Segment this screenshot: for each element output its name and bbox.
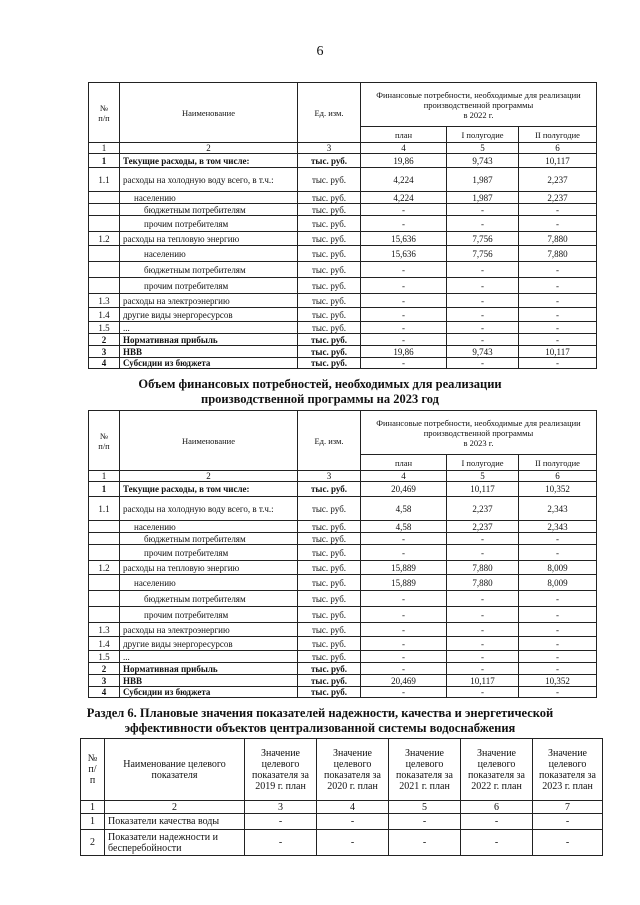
table-row xyxy=(89,545,597,561)
row-name: Субсидии из бюджета xyxy=(120,687,298,698)
row-2021: - xyxy=(389,814,461,830)
col-number: 7 xyxy=(533,801,603,814)
row-name: расходы на холодную воду всего, в т.ч.: xyxy=(120,497,298,521)
row-second-half: - xyxy=(519,637,597,651)
row-second-half: - xyxy=(519,533,597,545)
col-number: 2 xyxy=(120,143,298,154)
row-num: 1.4 xyxy=(89,637,120,651)
table-row xyxy=(89,154,597,168)
table-row xyxy=(89,322,597,334)
row-num xyxy=(89,521,120,533)
row-num xyxy=(89,204,120,216)
table-row xyxy=(89,294,597,308)
row-second-half: 10,117 xyxy=(519,154,597,168)
row-first-half: 2,237 xyxy=(447,521,519,533)
row-unit: тыс. руб. xyxy=(298,651,361,663)
row-second-half: 2,237 xyxy=(519,168,597,192)
row-unit: тыс. руб. xyxy=(298,216,361,232)
row-first-half: - xyxy=(447,591,519,607)
table-row xyxy=(89,575,597,591)
row-first-half: - xyxy=(447,294,519,308)
row-num xyxy=(89,246,120,262)
row-first-half: 9,743 xyxy=(447,154,519,168)
row-num: 1.2 xyxy=(89,232,120,246)
target-indicators-table xyxy=(80,738,603,856)
row-indicator-name: Показатели качества воды xyxy=(105,814,245,830)
row-first-half: - xyxy=(447,663,519,675)
col-number: 3 xyxy=(245,801,317,814)
row-num xyxy=(89,278,120,294)
row-second-half: - xyxy=(519,663,597,675)
row-num xyxy=(89,545,120,561)
table-row xyxy=(89,521,597,533)
row-unit: тыс. руб. xyxy=(298,294,361,308)
column-numbers-row xyxy=(89,143,597,154)
row-first-half: 7,880 xyxy=(447,575,519,591)
row-second-half: - xyxy=(519,322,597,334)
header-2021: Значение целевого показателя за 2021 г. план xyxy=(389,739,461,801)
row-num: 1.5 xyxy=(89,651,120,663)
row-plan: - xyxy=(361,623,447,637)
header-unit: Ед. изм. xyxy=(298,83,361,143)
row-2020: - xyxy=(317,830,389,856)
row-plan: - xyxy=(361,278,447,294)
row-name: ... xyxy=(120,651,298,663)
row-first-half: 7,880 xyxy=(447,561,519,575)
table-row xyxy=(81,814,603,830)
row-indicator-name: Показатели надежности и бесперебойности xyxy=(105,830,245,856)
row-num: 1.3 xyxy=(89,623,120,637)
row-name: расходы на электроэнергию xyxy=(120,623,298,637)
col-number: 3 xyxy=(298,143,361,154)
row-first-half: - xyxy=(447,262,519,278)
table-row xyxy=(89,497,597,521)
row-num: 3 xyxy=(89,675,120,687)
row-first-half: 7,756 xyxy=(447,232,519,246)
row-second-half: 7,880 xyxy=(519,246,597,262)
row-unit: тыс. руб. xyxy=(298,262,361,278)
row-unit: тыс. руб. xyxy=(298,545,361,561)
row-num: 1.1 xyxy=(89,168,120,192)
table-row xyxy=(89,334,597,346)
header-name: Наименование xyxy=(120,83,298,143)
row-first-half: 1,987 xyxy=(447,168,519,192)
row-2022: - xyxy=(461,830,533,856)
table-row xyxy=(89,262,597,278)
row-num xyxy=(89,192,120,204)
row-second-half: - xyxy=(519,607,597,623)
row-second-half: - xyxy=(519,204,597,216)
col-number: 5 xyxy=(447,143,519,154)
row-first-half: - xyxy=(447,651,519,663)
header-plan: план xyxy=(361,455,447,471)
row-second-half: - xyxy=(519,358,597,369)
row-unit: тыс. руб. xyxy=(298,346,361,358)
table-row xyxy=(89,216,597,232)
col-number: 6 xyxy=(461,801,533,814)
row-plan: 15,889 xyxy=(361,561,447,575)
row-name: Нормативная прибыль xyxy=(120,334,298,346)
row-unit: тыс. руб. xyxy=(298,246,361,262)
row-first-half: - xyxy=(447,623,519,637)
header-2022: Значение целевого показателя за 2022 г. план xyxy=(461,739,533,801)
row-name: другие виды энергоресурсов xyxy=(120,308,298,322)
header-second-half: II полугодие xyxy=(519,127,597,143)
row-second-half: - xyxy=(519,262,597,278)
row-plan: - xyxy=(361,651,447,663)
row-unit: тыс. руб. xyxy=(298,521,361,533)
row-plan: - xyxy=(361,322,447,334)
row-name: Текущие расходы, в том числе: xyxy=(120,482,298,497)
row-name: прочим потребителям xyxy=(120,545,298,561)
row-num: 1.5 xyxy=(89,322,120,334)
header-num: № п/п xyxy=(89,83,120,143)
row-2022: - xyxy=(461,814,533,830)
row-num: 1.4 xyxy=(89,308,120,322)
table-row xyxy=(89,308,597,322)
header-financial-needs: Финансовые потребности, необходимые для реализации производственной программы в 2023 г. xyxy=(361,411,597,455)
row-second-half: - xyxy=(519,687,597,698)
col-number: 4 xyxy=(317,801,389,814)
row-name: населению xyxy=(120,575,298,591)
row-num xyxy=(89,575,120,591)
row-unit: тыс. руб. xyxy=(298,308,361,322)
row-unit: тыс. руб. xyxy=(298,168,361,192)
row-first-half: - xyxy=(447,637,519,651)
row-name: прочим потребителям xyxy=(120,278,298,294)
row-first-half: - xyxy=(447,545,519,561)
table-row xyxy=(89,358,597,369)
row-unit: тыс. руб. xyxy=(298,154,361,168)
row-name: населению xyxy=(120,192,298,204)
row-num: 1 xyxy=(89,154,120,168)
row-num: 4 xyxy=(89,358,120,369)
table-row xyxy=(89,637,597,651)
row-num: 3 xyxy=(89,346,120,358)
table-row xyxy=(89,482,597,497)
row-plan: 15,636 xyxy=(361,232,447,246)
col-number: 1 xyxy=(89,471,120,482)
table-row xyxy=(89,607,597,623)
row-2019: - xyxy=(245,814,317,830)
row-second-half: - xyxy=(519,278,597,294)
row-name: населению xyxy=(120,521,298,533)
row-first-half: - xyxy=(447,204,519,216)
row-first-half: 1,987 xyxy=(447,192,519,204)
row-name: бюджетным потребителям xyxy=(120,591,298,607)
row-name: расходы на электроэнергию xyxy=(120,294,298,308)
row-unit: тыс. руб. xyxy=(298,232,361,246)
row-plan: - xyxy=(361,533,447,545)
column-numbers-row xyxy=(81,801,603,814)
row-plan: - xyxy=(361,663,447,675)
row-first-half: 10,117 xyxy=(447,675,519,687)
row-plan: - xyxy=(361,607,447,623)
row-unit: тыс. руб. xyxy=(298,561,361,575)
header-2019: Значение целевого показателя за 2019 г. план xyxy=(245,739,317,801)
row-name: населению xyxy=(120,246,298,262)
table-row xyxy=(89,204,597,216)
row-unit: тыс. руб. xyxy=(298,334,361,346)
row-second-half: - xyxy=(519,294,597,308)
row-num: 1.1 xyxy=(89,497,120,521)
row-plan: - xyxy=(361,294,447,308)
row-first-half: - xyxy=(447,278,519,294)
heading-2023: Объем финансовых потребностей, необходимых для реализации производственной программы на 2023 год xyxy=(138,377,502,406)
page-number: 6 xyxy=(316,44,324,59)
row-unit: тыс. руб. xyxy=(298,482,361,497)
row-2020: - xyxy=(317,814,389,830)
row-second-half: 2,237 xyxy=(519,192,597,204)
row-num: 1.3 xyxy=(89,294,120,308)
row-plan: 20,469 xyxy=(361,482,447,497)
col-number: 5 xyxy=(447,471,519,482)
header-plan: план xyxy=(361,127,447,143)
row-plan: - xyxy=(361,545,447,561)
row-num: 1 xyxy=(89,482,120,497)
row-name: расходы на тепловую энергию xyxy=(120,561,298,575)
row-unit: тыс. руб. xyxy=(298,497,361,521)
row-first-half: - xyxy=(447,607,519,623)
col-number: 4 xyxy=(361,143,447,154)
row-plan: - xyxy=(361,334,447,346)
row-num: 1 xyxy=(81,814,105,830)
row-unit: тыс. руб. xyxy=(298,687,361,698)
row-second-half: 10,352 xyxy=(519,482,597,497)
row-num xyxy=(89,607,120,623)
row-num xyxy=(89,533,120,545)
row-num xyxy=(89,262,120,278)
header-unit: Ед. изм. xyxy=(298,411,361,471)
row-second-half: - xyxy=(519,216,597,232)
row-unit: тыс. руб. xyxy=(298,358,361,369)
row-second-half: - xyxy=(519,591,597,607)
row-unit: тыс. руб. xyxy=(298,575,361,591)
row-plan: 19,86 xyxy=(361,154,447,168)
row-num: 1.2 xyxy=(89,561,120,575)
row-plan: - xyxy=(361,204,447,216)
column-numbers-row xyxy=(89,471,597,482)
row-second-half: 7,880 xyxy=(519,232,597,246)
table-row xyxy=(89,663,597,675)
row-second-half: - xyxy=(519,334,597,346)
row-unit: тыс. руб. xyxy=(298,663,361,675)
col-number: 6 xyxy=(519,471,597,482)
row-unit: тыс. руб. xyxy=(298,533,361,545)
table-row xyxy=(89,533,597,545)
section-6-heading: Раздел 6. Плановые значения показателей надежности, качества и энергетической эффективности объектов централизованной системы водоснабжения xyxy=(86,706,554,735)
row-first-half: 7,756 xyxy=(447,246,519,262)
row-name: расходы на тепловую энергию xyxy=(120,232,298,246)
header-2020: Значение целевого показателя за 2020 г. план xyxy=(317,739,389,801)
table-row xyxy=(89,675,597,687)
row-name: расходы на холодную воду всего, в т.ч.: xyxy=(120,168,298,192)
table-row xyxy=(89,623,597,637)
row-2021: - xyxy=(389,830,461,856)
row-second-half: 2,343 xyxy=(519,521,597,533)
row-num: 4 xyxy=(89,687,120,698)
row-plan: 4,224 xyxy=(361,168,447,192)
row-second-half: 2,343 xyxy=(519,497,597,521)
row-unit: тыс. руб. xyxy=(298,204,361,216)
row-plan: - xyxy=(361,637,447,651)
row-second-half: - xyxy=(519,308,597,322)
row-num: 2 xyxy=(89,663,120,675)
row-plan: - xyxy=(361,308,447,322)
row-unit: тыс. руб. xyxy=(298,192,361,204)
row-name: Субсидии из бюджета xyxy=(120,358,298,369)
row-num: 2 xyxy=(89,334,120,346)
row-plan: - xyxy=(361,358,447,369)
row-name: НВВ xyxy=(120,346,298,358)
row-2023: - xyxy=(533,814,603,830)
row-unit: тыс. руб. xyxy=(298,591,361,607)
row-name: НВВ xyxy=(120,675,298,687)
table-row xyxy=(89,192,597,204)
table-row xyxy=(89,651,597,663)
row-unit: тыс. руб. xyxy=(298,607,361,623)
header-num: № п/ п xyxy=(81,739,105,801)
row-name: другие виды энергоресурсов xyxy=(120,637,298,651)
table-row xyxy=(89,687,597,698)
row-first-half: 9,743 xyxy=(447,346,519,358)
row-num xyxy=(89,591,120,607)
row-name: бюджетным потребителям xyxy=(120,533,298,545)
row-plan: - xyxy=(361,216,447,232)
row-name: ... xyxy=(120,322,298,334)
col-number: 4 xyxy=(361,471,447,482)
table-row xyxy=(89,168,597,192)
row-second-half: - xyxy=(519,545,597,561)
financial-needs-table-2023 xyxy=(88,410,597,698)
col-number: 2 xyxy=(105,801,245,814)
row-unit: тыс. руб. xyxy=(298,322,361,334)
header-first-half: I полугодие xyxy=(447,127,519,143)
col-number: 1 xyxy=(81,801,105,814)
header-name: Наименование xyxy=(120,411,298,471)
table-row xyxy=(89,278,597,294)
row-second-half: 10,117 xyxy=(519,346,597,358)
row-unit: тыс. руб. xyxy=(298,637,361,651)
row-plan: 15,636 xyxy=(361,246,447,262)
col-number: 5 xyxy=(389,801,461,814)
row-unit: тыс. руб. xyxy=(298,278,361,294)
financial-needs-table-2022 xyxy=(88,82,597,369)
table-row xyxy=(89,232,597,246)
row-num xyxy=(89,216,120,232)
row-plan: 15,889 xyxy=(361,575,447,591)
row-first-half: - xyxy=(447,308,519,322)
row-name: Нормативная прибыль xyxy=(120,663,298,675)
header-indicator-name: Наименование целевого показателя xyxy=(105,739,245,801)
table-row xyxy=(89,591,597,607)
row-plan: - xyxy=(361,687,447,698)
row-first-half: - xyxy=(447,334,519,346)
header-first-half: I полугодие xyxy=(447,455,519,471)
row-second-half: - xyxy=(519,623,597,637)
row-unit: тыс. руб. xyxy=(298,623,361,637)
col-number: 6 xyxy=(519,143,597,154)
row-plan: 4,224 xyxy=(361,192,447,204)
col-number: 2 xyxy=(120,471,298,482)
row-first-half: - xyxy=(447,533,519,545)
row-name: прочим потребителям xyxy=(120,216,298,232)
col-number: 1 xyxy=(89,143,120,154)
table-row xyxy=(81,830,603,856)
row-num: 2 xyxy=(81,830,105,856)
row-first-half: 2,237 xyxy=(447,497,519,521)
row-name: прочим потребителям xyxy=(120,607,298,623)
col-number: 3 xyxy=(298,471,361,482)
table-row xyxy=(89,561,597,575)
row-name: бюджетным потребителям xyxy=(120,204,298,216)
header-second-half: II полугодие xyxy=(519,455,597,471)
row-name: бюджетным потребителям xyxy=(120,262,298,278)
header-2023: Значение целевого показателя за 2023 г. план xyxy=(533,739,603,801)
table-row xyxy=(89,246,597,262)
row-plan: - xyxy=(361,262,447,278)
row-2023: - xyxy=(533,830,603,856)
row-second-half: 8,009 xyxy=(519,561,597,575)
row-first-half: - xyxy=(447,216,519,232)
row-plan: 4,58 xyxy=(361,521,447,533)
row-second-half: 10,352 xyxy=(519,675,597,687)
row-first-half: - xyxy=(447,687,519,698)
row-unit: тыс. руб. xyxy=(298,675,361,687)
row-plan: 19,86 xyxy=(361,346,447,358)
row-second-half: - xyxy=(519,651,597,663)
row-second-half: 8,009 xyxy=(519,575,597,591)
row-2019: - xyxy=(245,830,317,856)
row-first-half: - xyxy=(447,322,519,334)
row-plan: 4,58 xyxy=(361,497,447,521)
row-first-half: - xyxy=(447,358,519,369)
header-financial-needs: Финансовые потребности, необходимые для реализации производственной программы в 2022 г. xyxy=(361,83,597,127)
table-row xyxy=(89,346,597,358)
row-name: Текущие расходы, в том числе: xyxy=(120,154,298,168)
row-plan: - xyxy=(361,591,447,607)
header-num: № п/п xyxy=(89,411,120,471)
row-plan: 20,469 xyxy=(361,675,447,687)
row-first-half: 10,117 xyxy=(447,482,519,497)
